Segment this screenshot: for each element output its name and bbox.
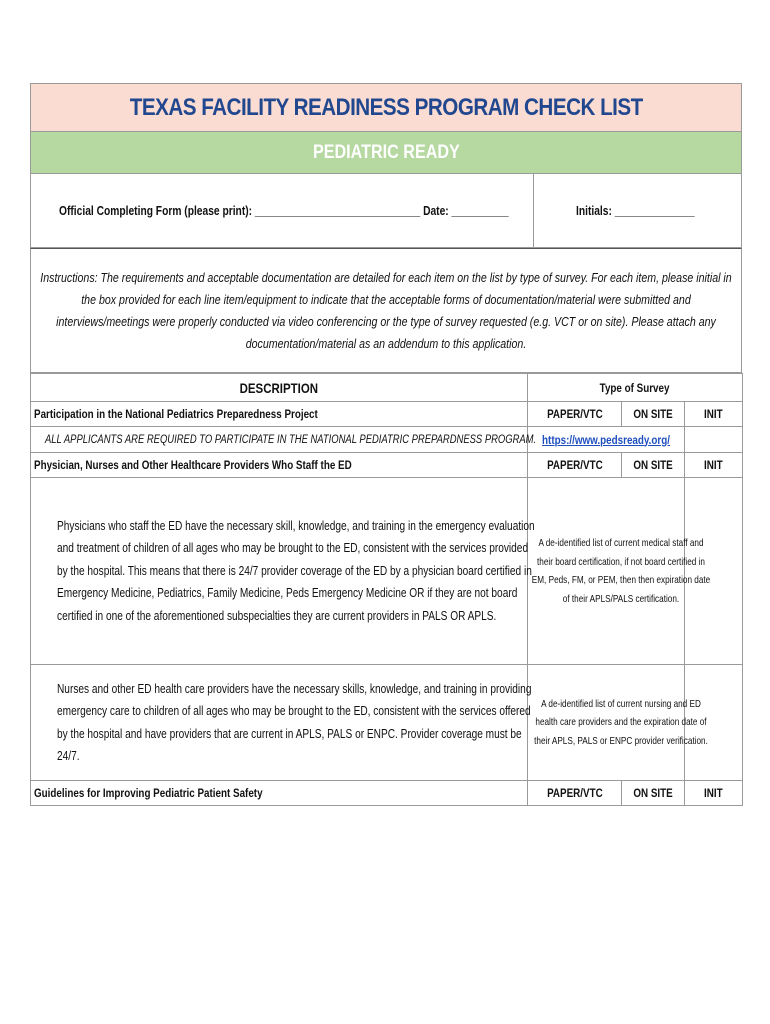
official-name-date-cell[interactable] [31, 174, 534, 247]
official-row [30, 174, 742, 248]
pedsready-link[interactable]: https://www.pedsready.org/ [542, 432, 670, 447]
section-title: Participation in the National Pediatrics Preparedness Project [31, 402, 528, 427]
paper-vtc-header: PAPER/VTC [528, 781, 622, 806]
initials-cell[interactable] [534, 174, 741, 247]
init-header: INIT [685, 402, 743, 427]
section-title: Guidelines for Improving Pediatric Patient Safety [31, 781, 528, 806]
instructions-box [30, 248, 742, 373]
section-title: Physician, Nurses and Other Healthcare Providers Who Staff the ED [31, 453, 528, 478]
section-row [31, 402, 743, 427]
item-documentation: A de-identified list of current nursing and ED health care providers and the expiration date of their APLS, PALS or ENPC provider verification. [528, 665, 685, 781]
item-description: Nurses and other ED health care providers have the necessary skills, knowledge, and training in providing emergency care to children of all ages who may be brought to the ED, consistent with the services offered by the hospital and have providers that are current in APLS, PALS or ENPC. Provider coverage must be 24/7. [31, 665, 528, 781]
type-of-survey-header: Type of Survey [528, 374, 743, 402]
checklist-table [30, 373, 743, 806]
official-name-date-field[interactable]: Official Completing Form (please print): _____________________________ Date: __________ [59, 203, 509, 218]
table-row [31, 665, 743, 781]
item-documentation: A de-identified list of current medical staff and their board certification, if not board certified in EM, Peds, FM, or PEM, then then expiration date of their APLS/PALS certification. [528, 478, 685, 665]
on-site-header: ON SITE [622, 781, 685, 806]
paper-vtc-header: PAPER/VTC [528, 453, 622, 478]
paper-vtc-header: PAPER/VTC [528, 402, 622, 427]
on-site-header: ON SITE [622, 453, 685, 478]
table-row [31, 427, 743, 453]
item-description: Physicians who staff the ED have the necessary skill, knowledge, and training in the emergency evaluation and treatment of children of all ages who may be brought to the ED, consistent with the services provided by the hospital. This means that there is 24/7 provider coverage of the ED by a physician board certified in Emergency Medicine, Pediatrics, Family Medicine, Peds Emergency Medicine OR if they are not board certified in one of the aforementioned subspecialties they are current providers in PALS OR APLS. [31, 478, 528, 665]
requirement-note: ALL APPLICANTS ARE REQUIRED TO PARTICIPATE IN THE NATIONAL PEDIATRIC PREPARDNESS PROGRAM. [31, 427, 528, 453]
page-subtitle: PEDIATRIC READY [312, 141, 460, 163]
on-site-header: ON SITE [622, 402, 685, 427]
instructions-text: Instructions: The requirements and acceptable documentation are detailed for each item on the list by type of survey. For each item, please initial in the box provided for each line item/equipment to indicate that the acceptable forms of documentation/material were submitted and interviews/meetings were properly conducted via video conferencing or the type of survey requested (e.g. VCT or on site). Please attach any documentation/material as an addendum to this application. [40, 270, 732, 351]
table-row [31, 478, 743, 665]
description-header: DESCRIPTION [31, 374, 528, 402]
section-row [31, 453, 743, 478]
init-header: INIT [685, 453, 743, 478]
checklist-form [30, 83, 742, 806]
title-bar [30, 83, 742, 132]
table-header-row [31, 374, 743, 402]
pedsready-link-cell [528, 427, 685, 453]
init-header: INIT [685, 781, 743, 806]
subtitle-bar [30, 132, 742, 174]
page-title: TEXAS FACILITY READINESS PROGRAM CHECK LIST [129, 93, 643, 121]
section-row [31, 781, 743, 806]
initials-field[interactable]: Initials: ______________ [576, 203, 695, 218]
init-box[interactable] [685, 427, 743, 453]
